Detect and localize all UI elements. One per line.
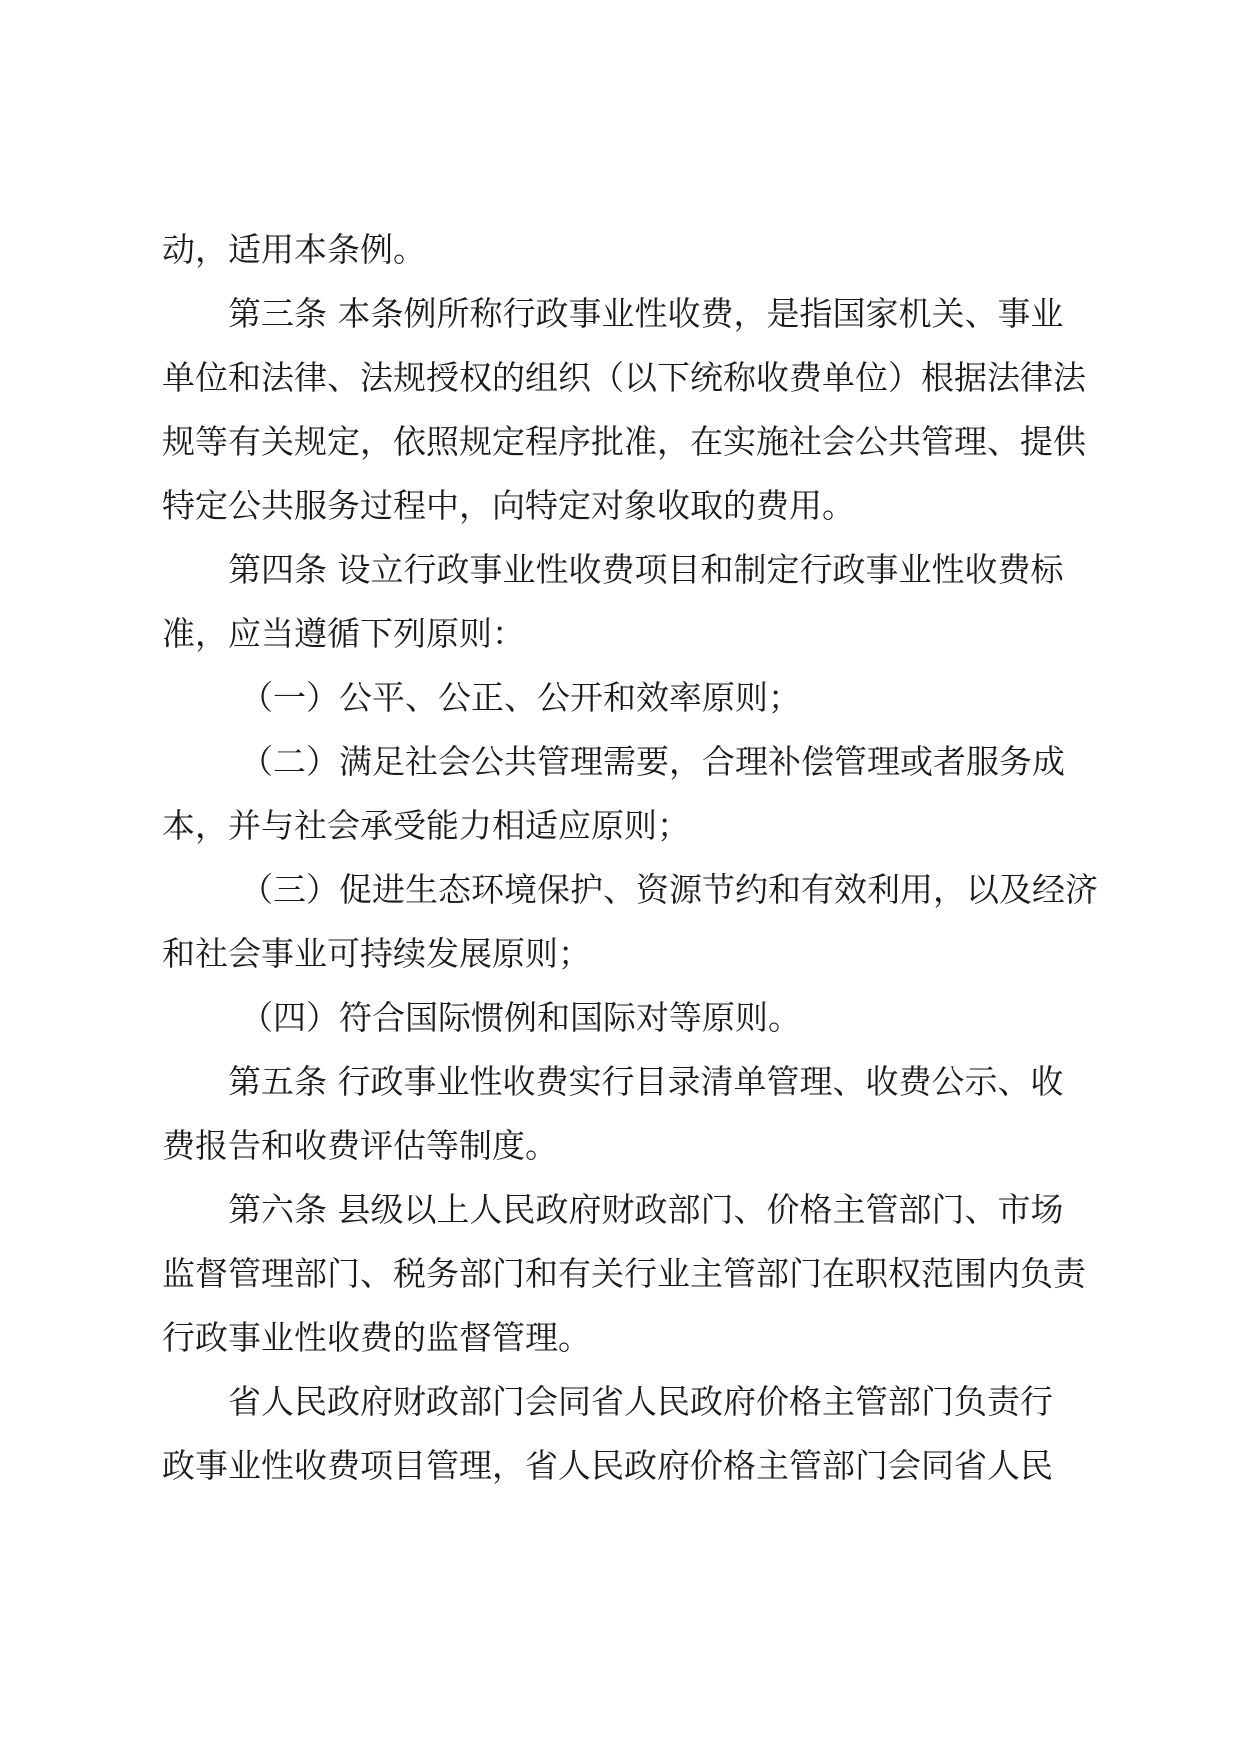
list-item-2: （二）满足社会公共管理需要，合理补偿管理或者服务成 xyxy=(240,742,1065,781)
list-item-4: （四）符合国际惯例和国际对等原则。 xyxy=(240,998,801,1037)
list-item-3: （三）促进生态环境保护、资源节约和有效利用，以及经济 xyxy=(240,870,1098,909)
text-line: 规等有关规定，依照规定程序批准，在实施社会公共管理、提供 xyxy=(162,422,1086,461)
text-line: 单位和法律、法规授权的组织（以下统称收费单位）根据法律法 xyxy=(162,358,1086,397)
paragraph-start-line: 省人民政府财政部门会同省人民政府价格主管部门负责行 xyxy=(228,1382,1053,1421)
text-line: 行政事业性收费的监督管理。 xyxy=(162,1318,591,1357)
text-line: 政事业性收费项目管理，省人民政府价格主管部门会同省人民 xyxy=(162,1446,1053,1485)
text-line: 动，适用本条例。 xyxy=(162,230,426,269)
text-line: 特定公共服务过程中，向特定对象收取的费用。 xyxy=(162,486,855,525)
article-4-heading-line: 第四条 设立行政事业性收费项目和制定行政事业性收费标 xyxy=(228,550,1064,589)
article-6-heading-line: 第六条 县级以上人民政府财政部门、价格主管部门、市场 xyxy=(228,1190,1064,1229)
text-line: 费报告和收费评估等制度。 xyxy=(162,1126,558,1165)
text-line: 和社会事业可持续发展原则； xyxy=(162,934,591,973)
text-line: 准，应当遵循下列原则： xyxy=(162,614,525,653)
text-line: 本，并与社会承受能力相适应原则； xyxy=(162,806,690,845)
article-5-heading-line: 第五条 行政事业性收费实行目录清单管理、收费公示、收 xyxy=(228,1062,1064,1101)
article-3-heading-line: 第三条 本条例所称行政事业性收费，是指国家机关、事业 xyxy=(228,294,1064,333)
text-line: 监督管理部门、税务部门和有关行业主管部门在职权范围内负责 xyxy=(162,1254,1086,1293)
list-item-1: （一）公平、公正、公开和效率原则； xyxy=(240,678,801,717)
